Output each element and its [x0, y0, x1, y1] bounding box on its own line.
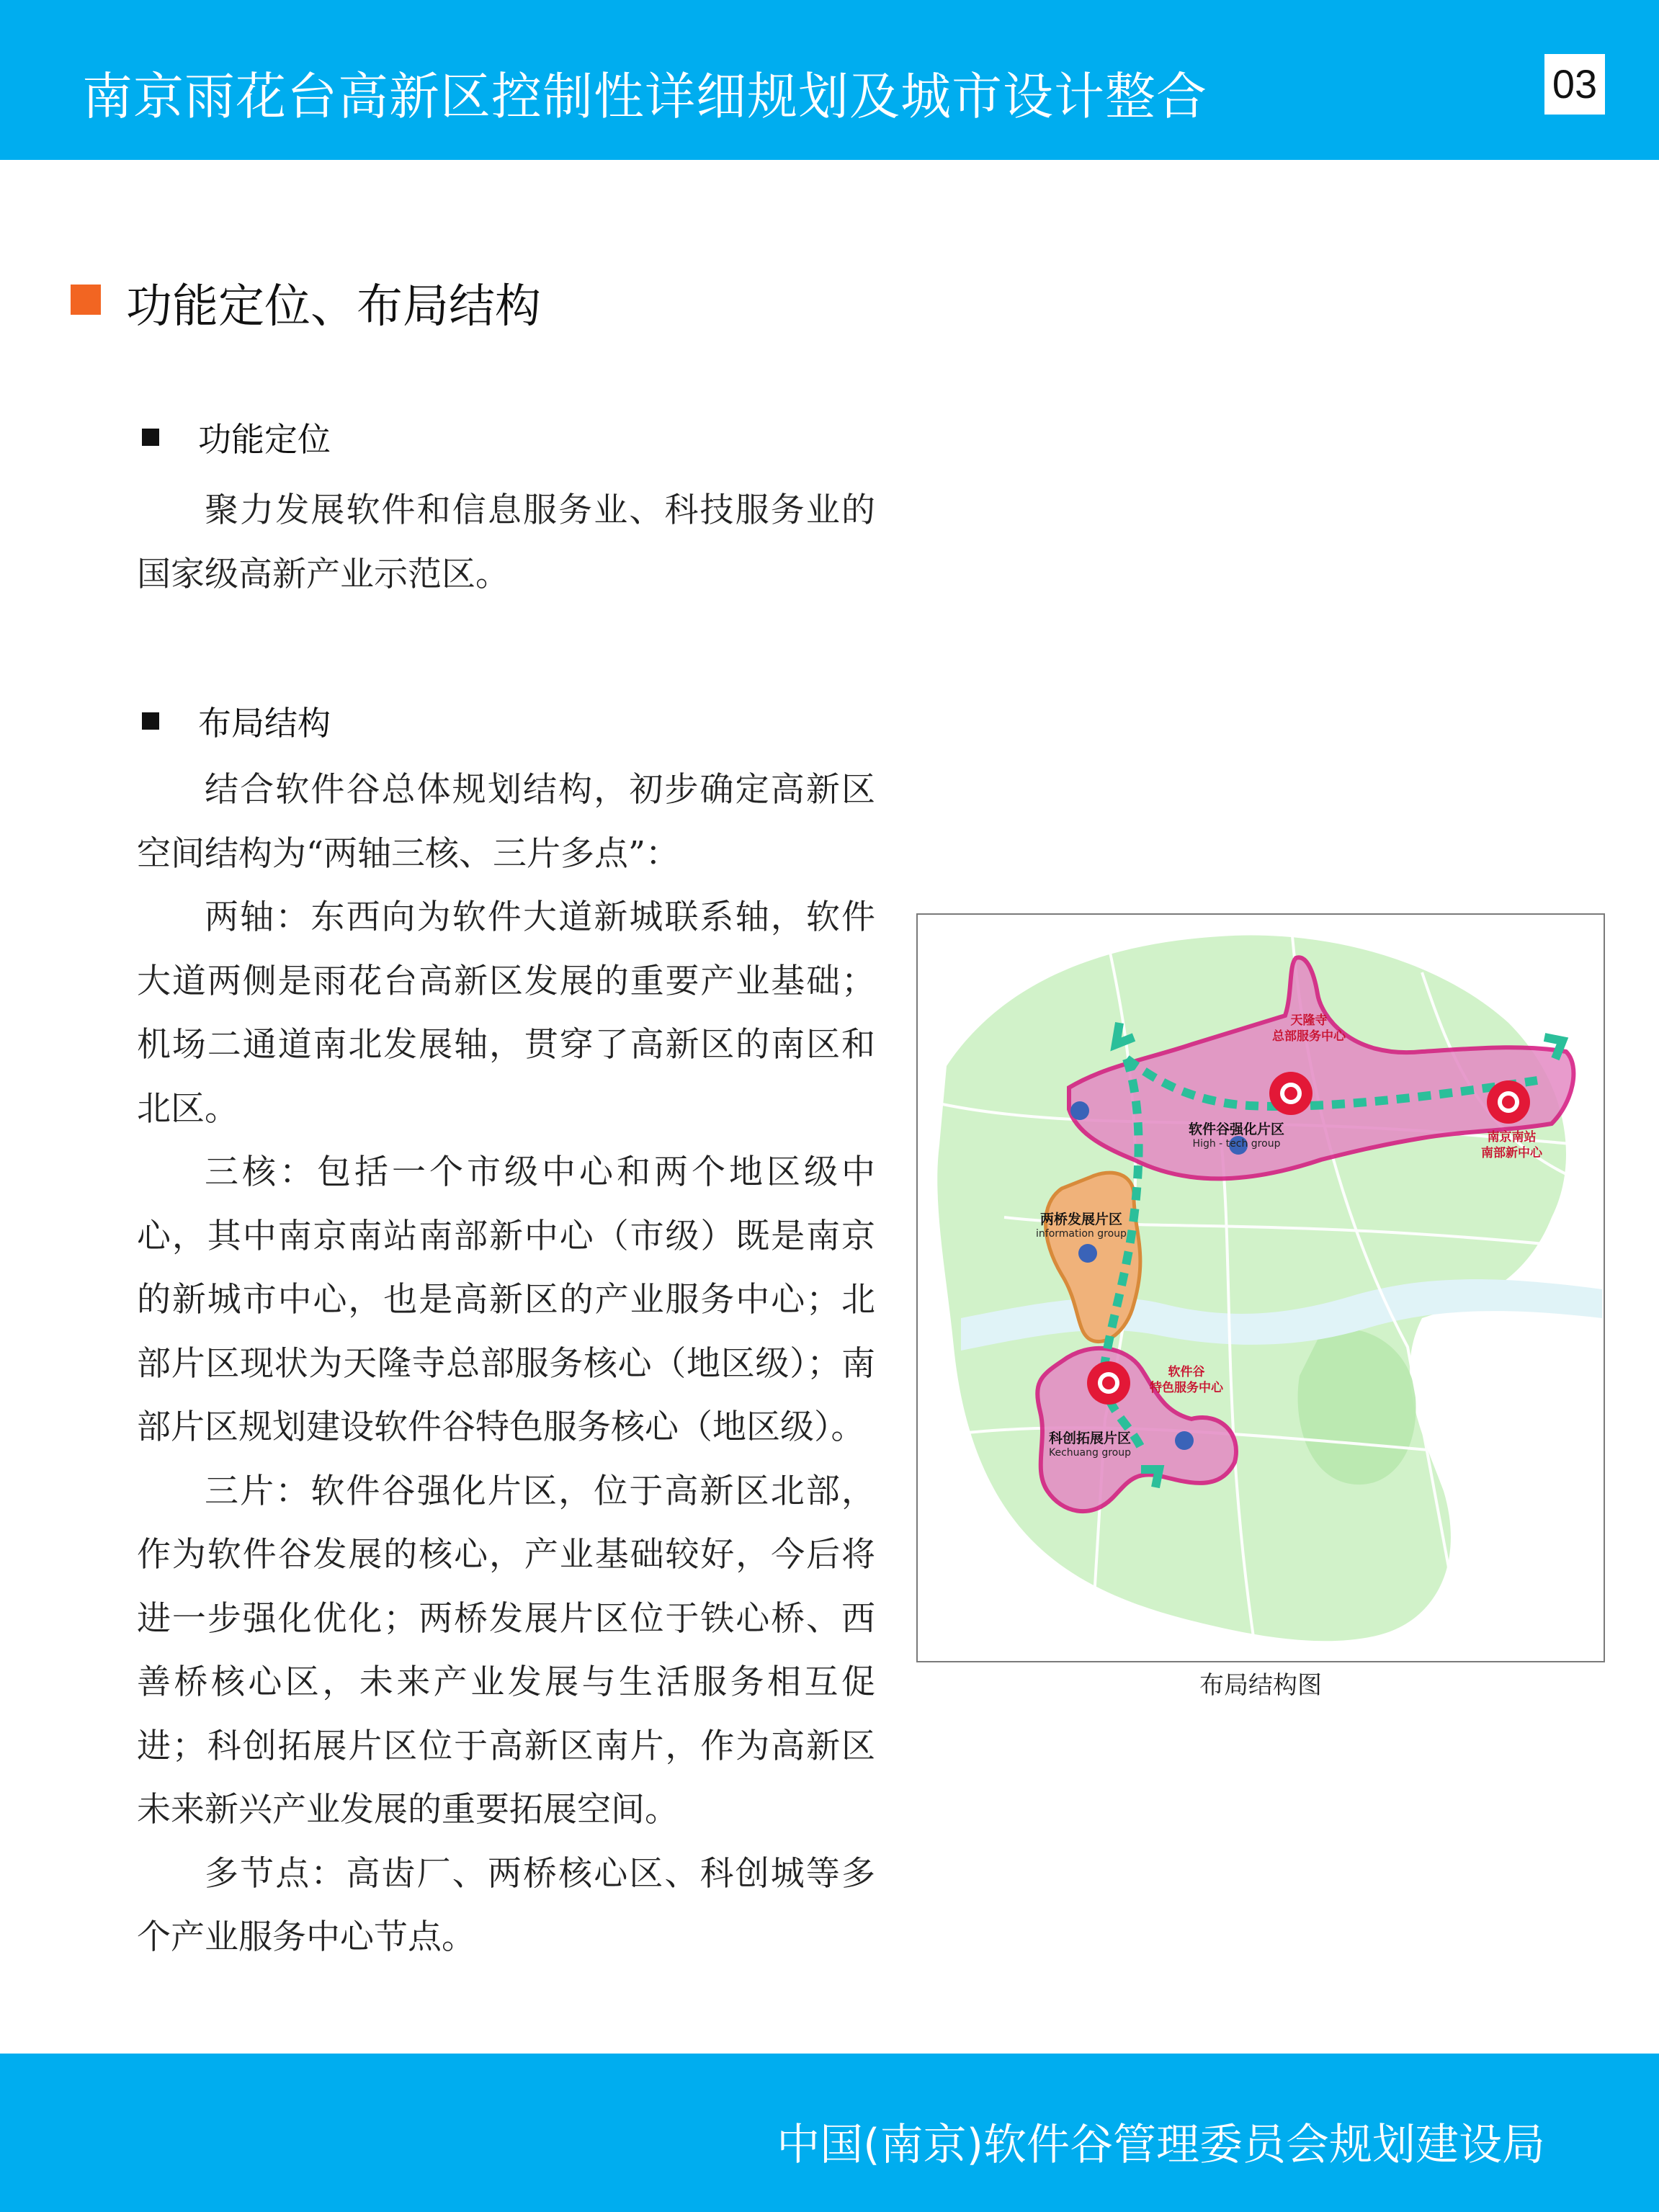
layout-structure-map	[916, 913, 1605, 1662]
section-title: 功能定位、布局结构	[126, 280, 541, 333]
label-line: 总部服务中心	[1272, 1029, 1346, 1044]
paragraph: 结合软件谷总体规划结构，初步确定高新区空间结构为“两轴三核、三片多点”：	[137, 770, 875, 874]
label-line: High - tech group	[1192, 1138, 1281, 1150]
map-label-tianlongsi	[1272, 1013, 1346, 1044]
document-title: 南京雨花台高新区控制性详细规划及城市设计整合	[82, 67, 1207, 126]
layout-text	[137, 758, 875, 1970]
label-line: 天隆寺	[1290, 1013, 1328, 1028]
map-label-hightech	[1189, 1119, 1284, 1150]
paragraph: 三核：包括一个市级中心和两个地区级中心，其中南京南站南部新中心（市级）既是南京的新城市中心，也是高新区的产业服务中心；北部片区现状为天隆寺总部服务核心（地区级）；南部片区规划建设软件谷特色服务核心（地区级）。	[137, 1152, 875, 1447]
map-label-nanjing-south	[1481, 1129, 1542, 1161]
subsection-title-layout: 布局结构	[198, 704, 331, 743]
map-caption: 布局结构图	[1199, 1671, 1322, 1700]
core-icon	[1269, 1072, 1313, 1115]
label-line: 软件谷	[1168, 1365, 1205, 1379]
label-line: 软件谷强化片区	[1189, 1121, 1285, 1137]
paragraph: 两轴：东西向为软件大道新城联系轴，软件大道两侧是雨花台高新区发展的重要产业基础；机场二通道南北发展轴，贯穿了高新区的南区和北区。	[137, 897, 875, 1129]
label-line: 两桥发展片区	[1039, 1212, 1122, 1227]
core-icon	[1487, 1080, 1530, 1124]
section-bullet-icon	[71, 285, 101, 315]
footer-organization: 中国(南京)软件谷管理委员会规划建设局	[777, 2120, 1545, 2170]
map-label-ruanjiangu	[1150, 1364, 1223, 1396]
label-line: Kechuang group	[1049, 1447, 1131, 1459]
paragraph: 三片：软件谷强化片区，位于高新区北部，作为软件谷发展的核心，产业基础较好，今后将进一步强化优化；两桥发展片区位于铁心桥、西善桥核心区，未来产业发展与生活服务相互促进；科创拓展片区位于高新区南片，作为高新区未来新兴产业发展的重要拓展空间。	[137, 1471, 875, 1830]
map-graphic	[918, 915, 1604, 1661]
map-label-liangqiao	[1036, 1209, 1127, 1240]
subsection-bullet-icon	[142, 429, 159, 446]
label-line: 南部新中心	[1481, 1146, 1542, 1160]
label-line: 南京南站	[1487, 1130, 1537, 1145]
label-line: information group	[1036, 1228, 1127, 1240]
label-line: 特色服务中心	[1150, 1381, 1223, 1395]
paragraph: 多节点：高齿厂、两桥核心区、科创城等多个产业服务中心节点。	[137, 1853, 875, 1957]
subsection-title-function: 功能定位	[198, 420, 331, 459]
map-label-kechuang	[1049, 1428, 1131, 1459]
core-icon	[1087, 1361, 1130, 1405]
subsection-bullet-icon	[142, 712, 159, 730]
function-text	[137, 479, 875, 606]
page-number: 03	[1544, 54, 1605, 115]
paragraph: 聚力发展软件和信息服务业、科技服务业的国家级高新产业示范区。	[137, 491, 875, 594]
label-line: 科创拓展片区	[1049, 1430, 1132, 1446]
